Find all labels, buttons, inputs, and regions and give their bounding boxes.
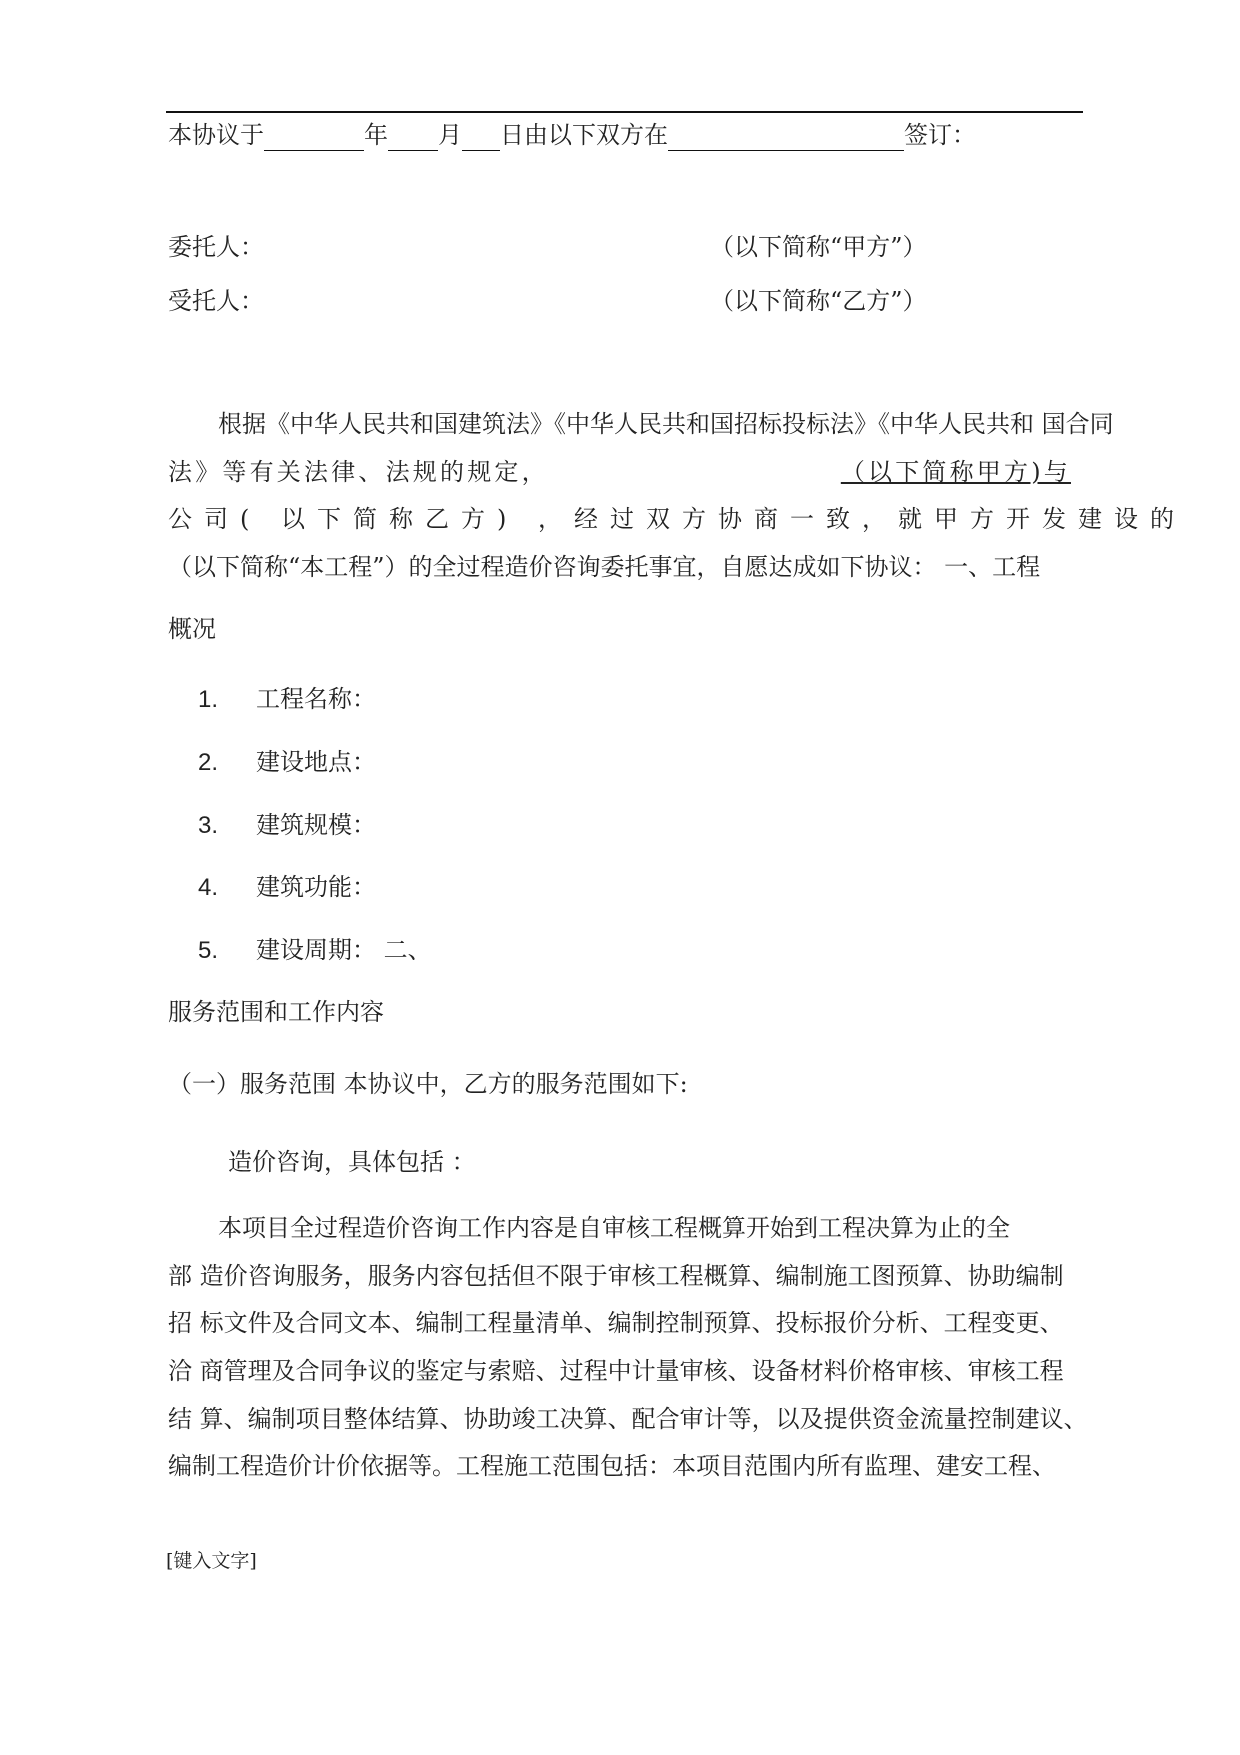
agent-label: 受托人： [168, 287, 264, 315]
overview-item-num: 2. [198, 749, 219, 776]
intro-line-1: 根据《中华人民共和国建筑法》《中华人民共和国招标投标法》《中华人民共和 国合同 [218, 410, 1114, 438]
client-label: 委托人： [168, 233, 264, 261]
overview-item-5 [168, 934, 432, 967]
intro-line-4: （以下简称“本工程”）的全过程造价咨询委托事宜，自愿达成如下协议： 一、工程 [168, 553, 1041, 581]
section2-title: 服务范围和工作内容 [168, 998, 384, 1026]
body-line-5: 结 算、编制项目整体结算、协助竣工决算、配合审计等，以及提供资金流量控制建议、 [168, 1405, 1088, 1433]
year-label: 年 [364, 121, 388, 149]
agreement-date-line [168, 119, 976, 151]
intro-line-3: 公司( 以下简称乙方) ，经过双方协商一致，就甲方开发建设的 [168, 505, 1186, 533]
date-prefix: 本协议于 [168, 121, 264, 149]
body-line-1: 本项目全过程造价咨询工作内容是自审核工程概算开始到工程决算为止的全 [218, 1214, 1010, 1242]
intro-line-5: 概况 [168, 615, 216, 643]
overview-item-label: 建筑规模： [256, 811, 376, 839]
footer-placeholder: [键入文字] [166, 1550, 257, 1572]
client-note: （以下简称“甲方”） [710, 233, 927, 261]
place-blank [668, 124, 904, 151]
date-suffix: 签订： [904, 121, 976, 149]
header-rule [166, 111, 1083, 113]
service-scope-line: （一）服务范围 本协议中，乙方的服务范围如下: [168, 1070, 688, 1098]
overview-item-num: 3. [198, 812, 219, 839]
overview-item-1 [168, 683, 376, 716]
day-blank [462, 124, 500, 151]
body-line-6: 编制工程造价计价依据等。工程施工范围包括：本项目范围内所有监理、建安工程、 [168, 1452, 1056, 1480]
overview-item-2 [168, 746, 376, 779]
month-label: 月 [438, 121, 462, 149]
agent-note: （以下简称“乙方”） [710, 287, 927, 315]
overview-item-label: 建设地点： [256, 748, 376, 776]
body-line-2: 部 造价咨询服务，服务内容包括但不限于审核工程概算、编制施工图预算、协助编制 [168, 1262, 1064, 1290]
intro-line-2 [168, 456, 1071, 488]
overview-item-num: 5. [198, 937, 219, 964]
overview-item-4 [168, 871, 376, 904]
overview-item-label: 建筑功能： [256, 873, 376, 901]
month-blank [388, 124, 438, 151]
overview-item-3 [168, 809, 376, 842]
overview-item-label: 工程名称： [256, 685, 376, 713]
body-line-4: 洽 商管理及合同争议的鉴定与索赔、过程中计量审核、设备材料价格审核、审核工程 [168, 1357, 1064, 1385]
overview-item-label: 建设周期： 二、 [256, 936, 432, 964]
body-line-3: 招 标文件及合同文本、编制工程量清单、编制控制预算、投标报价分析、工程变更、 [168, 1309, 1064, 1337]
overview-item-num: 1. [198, 686, 219, 713]
intro-line-2-text: 法》等有关法律、法规的规定， [168, 458, 549, 486]
date-mid-text: 日由以下双方在 [500, 121, 668, 149]
intro-line-2-party: （以下简称甲方)与 [840, 458, 1071, 486]
consult-line: 造价咨询，具体包括 ： [228, 1148, 476, 1176]
overview-item-num: 4. [198, 874, 219, 901]
year-blank [264, 124, 364, 151]
